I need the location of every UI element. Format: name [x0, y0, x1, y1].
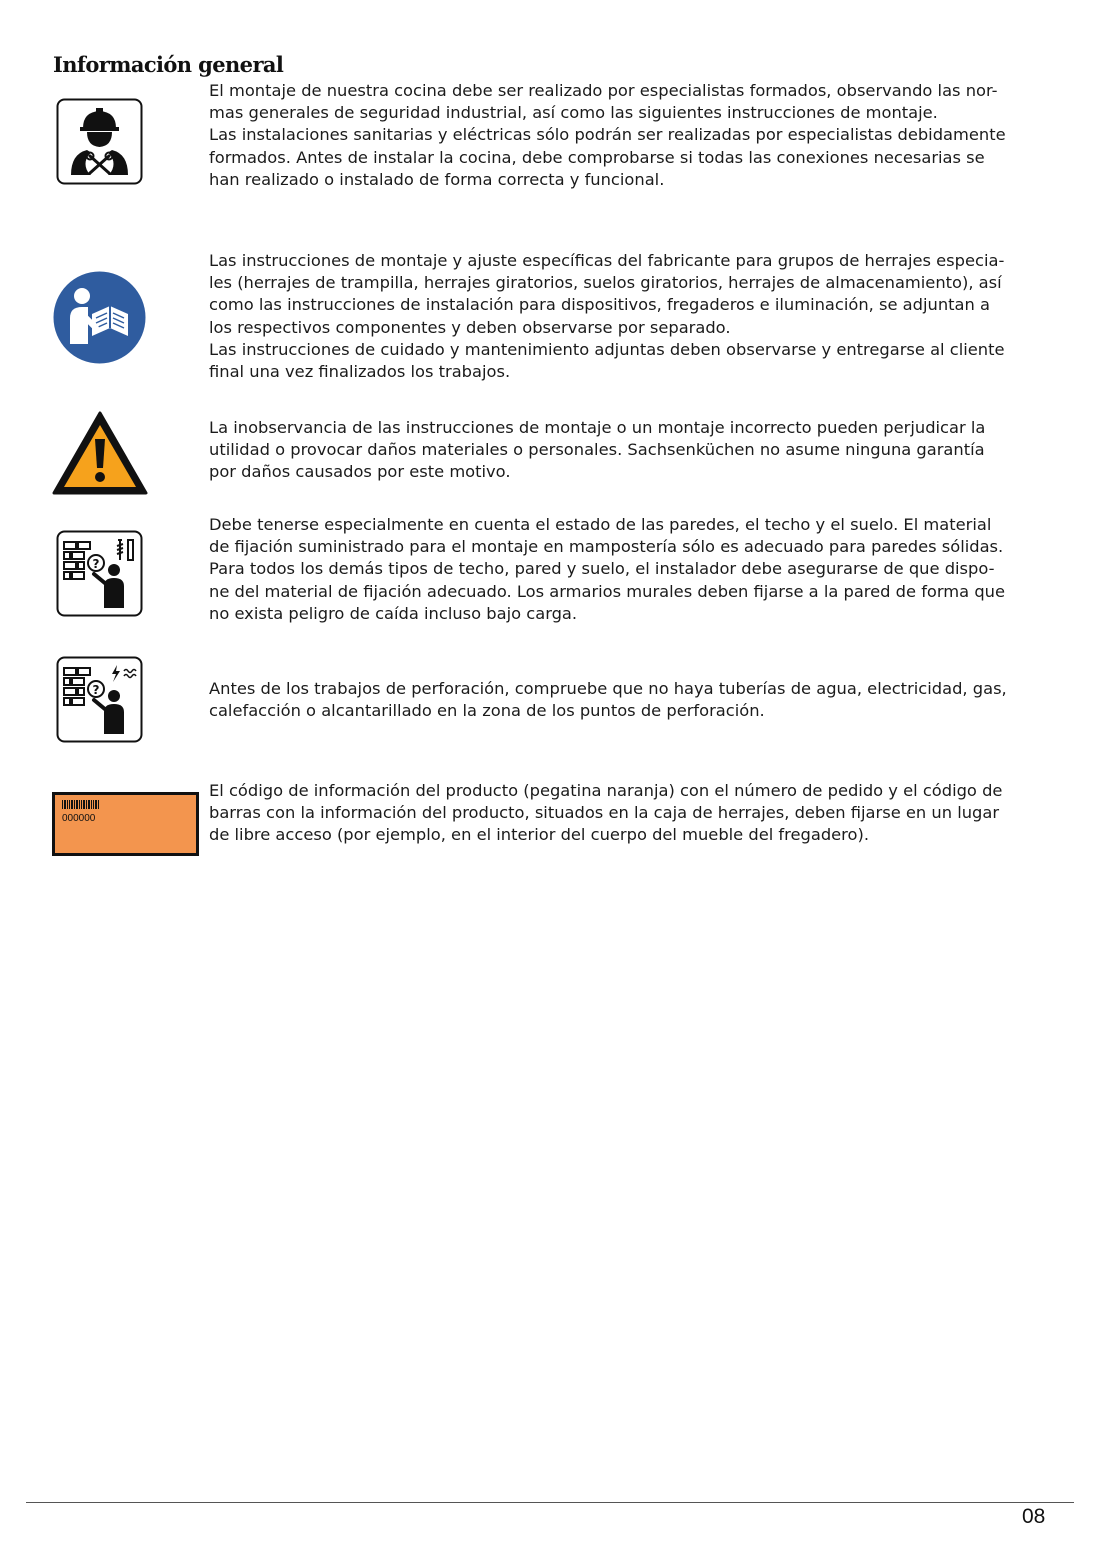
page-title: Información general	[53, 52, 284, 77]
sticker-code-text: 000000	[62, 813, 96, 824]
read-manual-icon	[52, 270, 147, 365]
svg-text:?: ?	[92, 557, 100, 571]
product-sticker-icon	[52, 792, 199, 856]
warning-triangle-icon	[52, 411, 148, 496]
paragraph-manufacturer-instructions: Las instrucciones de montaje y ajuste específicas del fabricante para grupos de herrajes especia- les (herrajes de trampilla, herrajes giratorios, suelos giratorios, herrajes de almacenamiento), así como las instrucciones de instalación para dispositivos, fregaderos e iluminación, se adjuntan a los respectivos componentes y deben observarse por separado. Las instrucciones de cuidado y mantenimiento adjuntas deben observarse y entregarse al cliente final una vez finalizados los trabajos.	[209, 251, 1005, 382]
page-number: 08	[1022, 1505, 1046, 1528]
paragraph-drilling-check: Antes de los trabajos de perforación, compruebe que no haya tuberías de agua, electricidad, gas, calefacción o alcantarillado en la zona de los puntos de perforación.	[209, 679, 1007, 721]
wall-inspection-fixings-icon	[56, 530, 143, 617]
paragraph-product-code: El código de información del producto (pegatina naranja) con el número de pedido y el código de barras con la información del producto, situados en la caja de herrajes, deben fijarse en un lugar de libre acceso (por ejemplo, en el interior del cuerpo del mueble del fregadero).	[209, 781, 1003, 845]
wall-inspection-utilities-icon	[56, 656, 143, 743]
footer-divider	[26, 1502, 1074, 1503]
paragraph-wall-condition: Debe tenerse especialmente en cuenta el estado de las paredes, el techo y el suelo. El material de fijación suministrado para el montaje en mampostería sólo es adecuado para paredes sólidas. Para todos los demás tipos de techo, pared y suelo, el instalador debe asegurarse de que dispo- ne del material de fijación adecuado. Los armarios murales deben fijarse a la pared de forma que no exista peligro de caída incluso bajo carga.	[209, 515, 1005, 623]
svg-text:?: ?	[92, 683, 100, 697]
paragraph-warranty-warning: La inobservancia de las instrucciones de montaje o un montaje incorrecto pueden perjudicar la utilidad o provocar daños materiales o personales. Sachsenküchen no asume ninguna garantía por daños causados por este motivo.	[209, 418, 986, 482]
paragraph-general-assembly: El montaje de nuestra cocina debe ser realizado por especialistas formados, observando las nor- mas generales de seguridad industrial, así como las siguientes instrucciones de montaje. Las instalaciones sanitarias y eléctricas sólo podrán ser realizadas por especialistas debidamente formados. Antes de instalar la cocina, debe comprobarse si todas las conexiones necesarias se han realizado o instalado de forma correcta y funcional.	[209, 81, 1006, 189]
construction-worker-icon	[56, 98, 143, 185]
